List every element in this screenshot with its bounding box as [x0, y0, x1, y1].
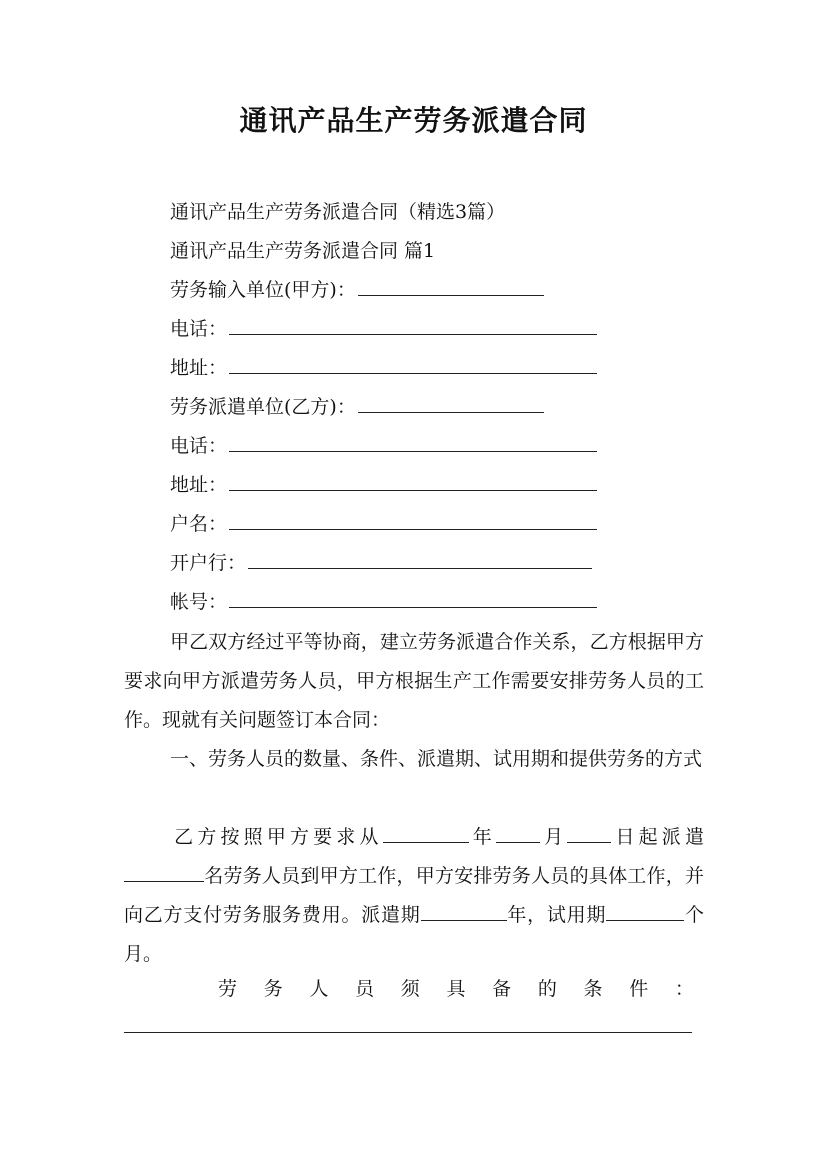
staff-count-blank — [124, 861, 204, 882]
conditions-char: 条 — [583, 978, 603, 1000]
account-name-blank — [229, 511, 597, 530]
party-b-address-label: 地址： — [170, 474, 228, 496]
start-month-blank — [496, 822, 540, 843]
clause-one-text-1: 乙方按照甲方要求从 — [170, 826, 383, 848]
clause-one-text-5: 名劳务人员到甲方工作，甲方安排劳务人员的具体工作，并向乙方支付劳务服务费用。派遣期 — [124, 865, 704, 926]
clause-one-text-2: 年 — [468, 826, 496, 848]
bank-label: 开户行： — [170, 552, 247, 574]
party-b-phone-label: 电话： — [170, 435, 228, 457]
account-number-row — [170, 589, 597, 615]
clause-one-text-7: 个月。 — [124, 904, 704, 965]
party-a-phone-label: 电话： — [170, 318, 228, 340]
conditions-char: ： — [674, 978, 694, 1000]
party-a-address-label: 地址： — [170, 357, 228, 379]
party-a-label: 劳务输入单位(甲方)： — [170, 279, 356, 301]
document-title: 通讯产品生产劳务派遣合同 — [239, 104, 588, 137]
clause-one-paragraph — [124, 818, 704, 974]
party-b-row — [170, 394, 544, 420]
intro-paragraph — [124, 623, 704, 740]
account-name-label: 户名： — [170, 513, 228, 535]
dispatch-period-blank — [421, 900, 507, 921]
start-year-blank — [383, 822, 469, 843]
party-b-blank — [358, 394, 544, 413]
conditions-char: 劳 — [218, 978, 238, 1000]
conditions-char: 具 — [446, 978, 466, 1000]
account-number-label: 帐号： — [170, 591, 228, 613]
clause-one-text-4: 日起派遣 — [611, 826, 704, 848]
party-a-address-row — [170, 355, 597, 381]
conditions-char: 务 — [263, 978, 283, 1000]
clause-one-heading — [124, 740, 704, 779]
party-b-phone-row — [170, 433, 597, 459]
probation-period-blank — [606, 900, 684, 921]
account-name-row — [170, 511, 597, 537]
party-a-blank — [358, 277, 544, 296]
document-subtitle: 通讯产品生产劳务派遣合同（精选3篇） — [170, 201, 506, 223]
start-day-blank — [567, 822, 611, 843]
party-a-row — [170, 277, 544, 303]
intro-paragraph-text: 甲乙双方经过平等协商，建立劳务派遣合作关系，乙方根据甲方要求向甲方派遣劳务人员，甲方根据生产工作需要安排劳务人员的工作。现就有关问题签订本合同： — [124, 631, 704, 731]
party-b-address-blank — [229, 472, 597, 491]
conditions-char: 须 — [400, 978, 420, 1000]
account-number-blank — [229, 589, 597, 608]
conditions-char: 件 — [629, 978, 649, 1000]
party-b-address-row — [170, 472, 597, 498]
bank-row — [170, 550, 592, 576]
bank-blank — [248, 550, 592, 569]
party-b-phone-blank — [229, 433, 597, 452]
conditions-char: 的 — [537, 978, 557, 1000]
party-a-phone-blank — [229, 316, 597, 335]
conditions-char: 员 — [355, 978, 375, 1000]
party-b-label: 劳务派遣单位(乙方)： — [170, 396, 356, 418]
conditions-char: 人 — [309, 978, 329, 1000]
party-a-address-blank — [229, 355, 597, 374]
conditions-blank-line — [124, 1032, 692, 1033]
party-a-phone-row — [170, 316, 597, 342]
conditions-heading — [218, 976, 694, 1002]
clause-one-heading-text: 一、劳务人员的数量、条件、派遣期、试用期和提供劳务的方式 — [170, 748, 703, 770]
section-heading: 通讯产品生产劳务派遣合同 篇1 — [170, 240, 436, 262]
conditions-char: 备 — [492, 978, 512, 1000]
clause-one-text-3: 月 — [539, 826, 568, 848]
clause-one-text-6: 年，试用期 — [506, 904, 607, 926]
